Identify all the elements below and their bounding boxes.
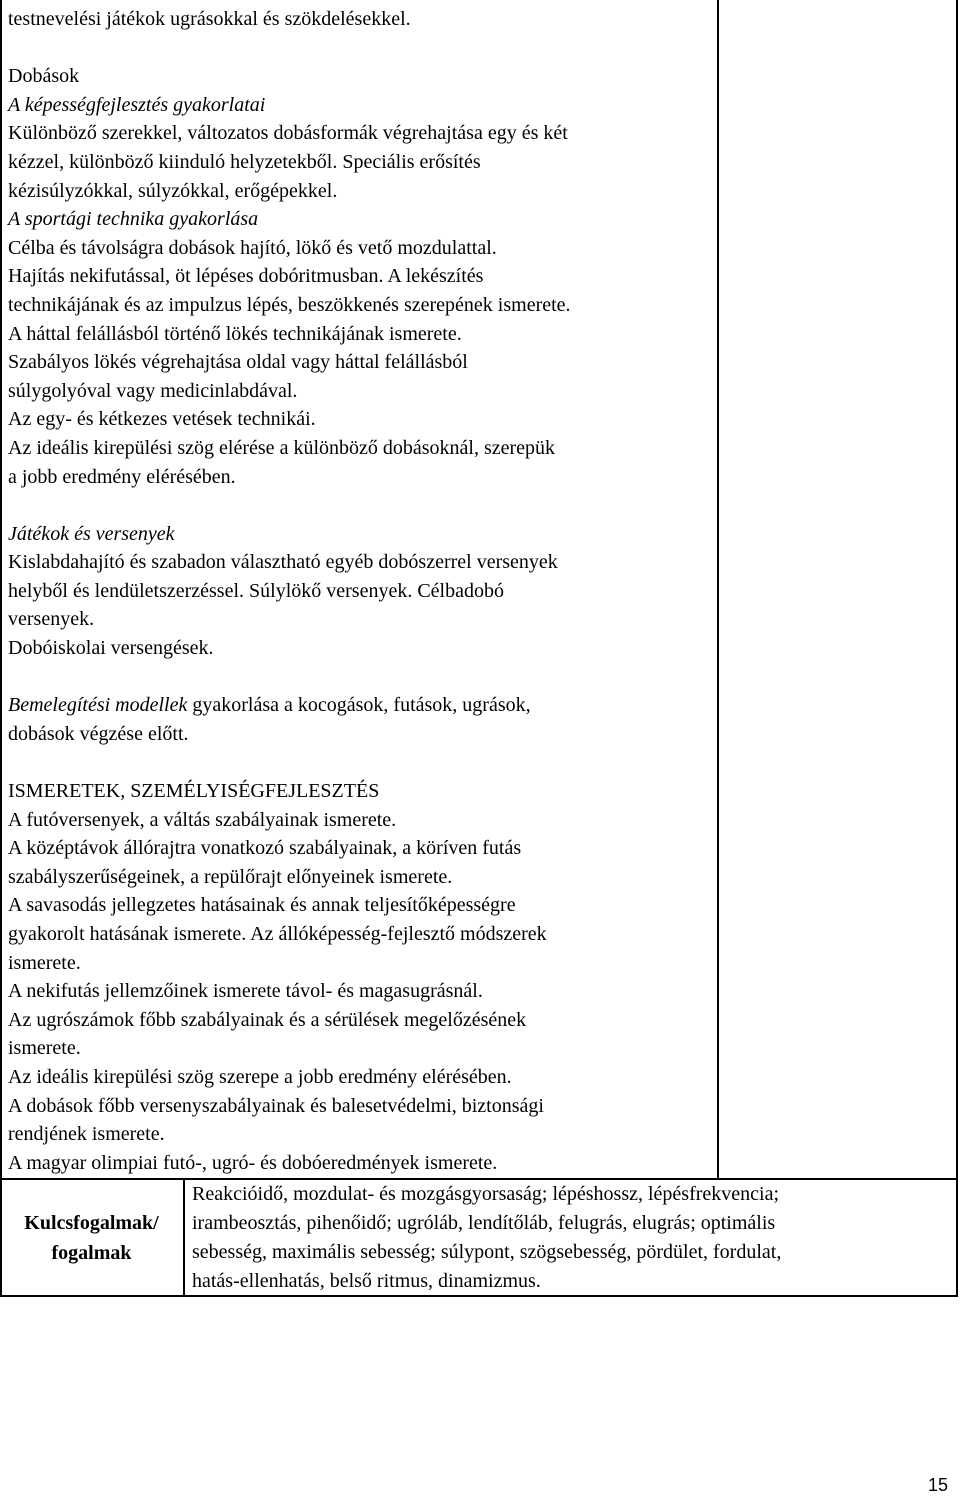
text-line: Hajítás nekifutással, öt lépéses dobóritmusban. A lekészítés	[8, 265, 484, 288]
key-label-line-2: fogalmak	[51, 1242, 132, 1264]
text-line: A nekifutás jellemzőinek ismerete távol- és magasugrásnál.	[8, 980, 483, 1003]
text-line: technikájának és az impulzus lépés, beszökkenés szerepének ismerete.	[8, 293, 571, 316]
text-line: A sportági technika gyakorlása	[8, 208, 259, 231]
text-line: A dobások főbb versenyszabályainak és balesetvédelmi, biztonsági	[8, 1094, 544, 1117]
text-line: súlygolyóval vagy medicinlabdával.	[8, 379, 298, 402]
text-line: helyből és lendületszerzéssel. Súlylökő versenyek. Célbadobó	[8, 579, 504, 602]
text-line: Az ugrószámok főbb szabályainak és a sérülések megelőzésének	[8, 1008, 527, 1031]
key-line: hatás-ellenhatás, belső ritmus, dinamizmus.	[192, 1270, 541, 1292]
text-line: Az ideális kirepülési szög elérése a különböző dobásoknál, szerepük	[8, 436, 556, 459]
paragraph-gap	[8, 491, 714, 520]
text-line: Kislabdahajító és szabadon választható egyéb dobószerrel versenyek	[8, 551, 558, 574]
text-line: Célba és távolságra dobások hajító, lökő és vető mozdulattal.	[8, 236, 497, 259]
text-line: A magyar olimpiai futó-, ugró- és dobóeredmények ismerete.	[8, 1151, 498, 1174]
page-number: 15	[927, 1475, 948, 1495]
text-line: testnevelési játékok ugrásokkal és szökdelésekkel.	[8, 8, 411, 30]
paragraph-gap	[8, 748, 714, 777]
text-line: Az ideális kirepülési szög szerepe a jobb eredmény elérésében.	[8, 1065, 512, 1088]
text-line: A savasodás jellegzetes hatásainak és annak teljesítőképességre	[8, 894, 516, 917]
text-line: A középtávok állórajtra vonatkozó szabályainak, a köríven futás	[8, 837, 522, 860]
text-line: A képességfejlesztés gyakorlatai	[8, 93, 266, 116]
paragraph-gap	[8, 663, 714, 692]
warmup-rest: gyakorlása a kocogások, futások, ugrások,	[187, 694, 531, 717]
text-line: ISMERETEK, SZEMÉLYISÉGFEJLESZTÉS	[8, 780, 380, 803]
text-line: kézzel, különböző kiinduló helyzetekből. Speciális erősítés	[8, 150, 481, 173]
warmup-italic: Bemelegítési modellek	[8, 694, 188, 717]
text-line: Szabályos lökés végrehajtása oldal vagy háttal felállásból	[8, 351, 468, 374]
text-line: gyakorolt hatásának ismerete. Az állóképesség-fejlesztő módszerek	[8, 923, 547, 945]
text-line: a jobb eredmény elérésében.	[8, 465, 236, 488]
key-row-divider	[183, 1178, 185, 1297]
text-line: Játékok és versenyek	[8, 522, 175, 545]
text-line: Dobóiskolai versengések.	[8, 637, 214, 660]
key-label-line-1: Kulcsfogalmak/	[24, 1212, 159, 1234]
text-line: kézisúlyzókkal, súlyzókkal, erőgépekkel.	[8, 179, 338, 202]
paragraph-gap	[8, 34, 714, 63]
warmup-line-2: dobások végzése előtt.	[8, 722, 189, 745]
main-content	[8, 5, 714, 1177]
text-line: rendjének ismerete.	[8, 1123, 165, 1146]
text-line: Az egy- és kétkezes vetések technikái.	[8, 408, 316, 431]
text-line: Dobások	[8, 65, 80, 88]
text-line: A háttal felállásból történő lökés technikájának ismerete.	[8, 322, 462, 345]
text-line: versenyek.	[8, 608, 95, 631]
text-line: ismerete.	[8, 1037, 81, 1060]
text-line: A futóversenyek, a váltás szabályainak ismerete.	[8, 808, 397, 831]
text-line: ismerete.	[8, 951, 81, 974]
key-line: irambeosztás, pihenőidő; ugróláb, lendítőláb, felugrás, elugrás; optimális	[192, 1212, 776, 1234]
key-concepts-text	[192, 1180, 952, 1296]
key-line: Reakcióidő, mozdulat- és mozgásgyorsaság; lépéshossz, lépésfrekvencia;	[192, 1183, 780, 1205]
text-line: Különböző szerekkel, változatos dobásformák végrehajtása egy és két	[8, 122, 568, 145]
text-line: szabályszerűségeinek, a repülőrajt előnyeinek ismerete.	[8, 865, 453, 888]
column-divider	[717, 0, 719, 1180]
warmup-line-1	[8, 691, 714, 720]
key-concepts-label	[0, 1208, 183, 1268]
key-line: sebesség, maximális sebesség; súlypont, szögsebesség, pördület, fordulat,	[192, 1241, 782, 1263]
